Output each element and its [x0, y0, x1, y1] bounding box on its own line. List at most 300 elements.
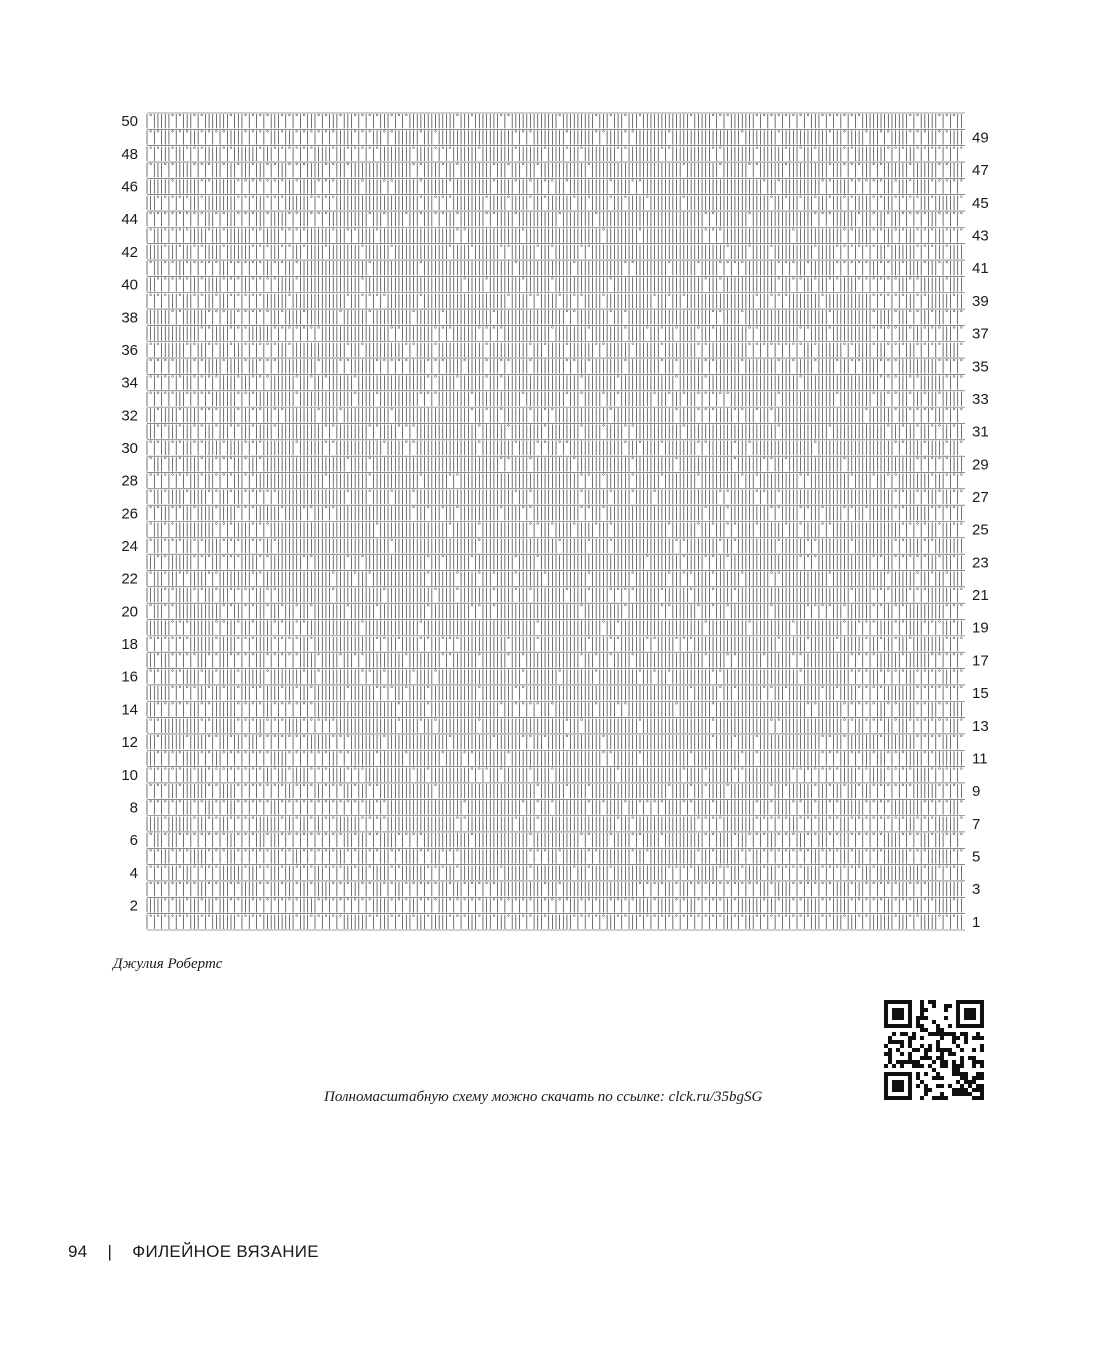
chain-stitch — [164, 359, 166, 361]
chain-stitch — [318, 212, 320, 214]
chain-stitch — [493, 212, 495, 214]
chain-stitch — [186, 474, 188, 476]
chain-stitch — [551, 327, 553, 329]
chain-stitch — [237, 392, 239, 394]
chain-stitch — [946, 245, 948, 247]
chain-stitch — [931, 327, 933, 329]
chain-stitch — [435, 147, 437, 149]
chain-stitch — [909, 392, 911, 394]
chain-stitch — [289, 343, 291, 345]
chain-stitch — [617, 392, 619, 394]
chain-stitch — [917, 457, 919, 459]
chain-stitch — [953, 310, 955, 312]
chain-stitch — [603, 228, 605, 230]
chain-stitch — [208, 343, 210, 345]
chain-stitch — [237, 425, 239, 427]
chain-stitch — [946, 163, 948, 165]
chain-stitch — [530, 179, 532, 181]
chain-stitch — [362, 294, 364, 296]
chain-stitch — [289, 327, 291, 329]
chain-stitch — [931, 196, 933, 198]
chain-stitch — [946, 359, 948, 361]
chain-stitch — [486, 408, 488, 410]
chain-stitch — [880, 261, 882, 263]
chain-stitch — [223, 212, 225, 214]
chain-stitch — [858, 359, 860, 361]
chain-stitch — [457, 212, 459, 214]
chain-stitch — [771, 196, 773, 198]
chain-stitch — [895, 327, 897, 329]
chain-stitch — [895, 228, 897, 230]
chain-stitch — [332, 163, 334, 165]
chain-stitch — [771, 294, 773, 296]
chain-stitch — [778, 294, 780, 296]
chain-stitch — [464, 228, 466, 230]
chain-stitch — [383, 130, 385, 132]
chain-stitch — [895, 359, 897, 361]
chain-stitch — [245, 343, 247, 345]
chain-stitch — [924, 228, 926, 230]
chain-stitch — [223, 163, 225, 165]
chain-stitch — [931, 343, 933, 345]
chain-stitch — [157, 343, 159, 345]
chain-stitch — [866, 261, 868, 263]
chain-stitch — [778, 359, 780, 361]
chain-stitch — [150, 474, 152, 476]
chain-stitch — [420, 130, 422, 132]
chain-stitch — [829, 310, 831, 312]
chain-stitch — [807, 114, 809, 116]
chain-stitch — [887, 392, 889, 394]
chain-stitch — [763, 457, 765, 459]
chain-stitch — [844, 130, 846, 132]
chain-stitch — [880, 294, 882, 296]
chain-stitch — [902, 147, 904, 149]
chain-stitch — [939, 425, 941, 427]
chain-stitch — [252, 376, 254, 378]
chain-stitch — [274, 261, 276, 263]
chain-stitch — [698, 261, 700, 263]
chain-stitch — [771, 114, 773, 116]
chain-stitch — [383, 294, 385, 296]
chain-stitch — [712, 228, 714, 230]
chain-stitch — [858, 163, 860, 165]
chain-stitch — [164, 376, 166, 378]
chain-stitch — [215, 376, 217, 378]
chain-stitch — [632, 425, 634, 427]
chain-stitch — [683, 392, 685, 394]
chain-stitch — [252, 343, 254, 345]
chain-stitch — [917, 245, 919, 247]
chain-stitch — [420, 196, 422, 198]
chain-stitch — [887, 212, 889, 214]
chain-stitch — [435, 343, 437, 345]
chain-stitch — [362, 147, 364, 149]
chain-stitch — [157, 425, 159, 427]
chain-stitch — [259, 114, 261, 116]
chain-stitch — [734, 261, 736, 263]
chain-stitch — [727, 261, 729, 263]
chain-stitch — [778, 392, 780, 394]
chain-stitch — [274, 278, 276, 280]
chain-stitch — [325, 163, 327, 165]
chain-stitch — [917, 310, 919, 312]
chain-stitch — [252, 310, 254, 312]
chain-stitch — [259, 278, 261, 280]
chain-stitch — [639, 228, 641, 230]
chain-stitch — [383, 212, 385, 214]
chain-stitch — [340, 359, 342, 361]
chain-stitch — [471, 392, 473, 394]
chain-stitch — [873, 343, 875, 345]
chain-stitch — [208, 179, 210, 181]
chain-stitch — [515, 130, 517, 132]
chain-stitch — [646, 327, 648, 329]
chain-stitch — [289, 212, 291, 214]
chain-stitch — [230, 294, 232, 296]
chain-stitch — [544, 408, 546, 410]
chain-stitch — [749, 212, 751, 214]
chain-stitch — [939, 327, 941, 329]
chain-stitch — [267, 212, 269, 214]
chain-stitch — [880, 130, 882, 132]
chain-stitch — [252, 408, 254, 410]
chain-stitch — [289, 294, 291, 296]
chain-stitch — [223, 245, 225, 247]
chain-stitch — [150, 212, 152, 214]
chain-stitch — [369, 147, 371, 149]
chain-stitch — [252, 130, 254, 132]
chain-stitch — [566, 441, 568, 443]
chain-stitch — [530, 457, 532, 459]
chain-stitch — [624, 310, 626, 312]
chain-stitch — [683, 425, 685, 427]
chain-stitch — [851, 343, 853, 345]
chain-stitch — [157, 294, 159, 296]
chain-stitch — [800, 278, 802, 280]
chain-stitch — [705, 212, 707, 214]
chain-stitch — [909, 327, 911, 329]
chain-stitch — [624, 196, 626, 198]
chain-stitch — [946, 310, 948, 312]
chain-stitch — [237, 179, 239, 181]
chain-stitch — [624, 147, 626, 149]
chain-stitch — [960, 212, 962, 214]
chain-stitch — [201, 376, 203, 378]
chain-stitch — [515, 441, 517, 443]
chain-stitch — [172, 163, 174, 165]
chain-stitch — [895, 278, 897, 280]
chain-stitch — [186, 212, 188, 214]
chain-stitch — [296, 376, 298, 378]
chain-stitch — [164, 196, 166, 198]
chain-stitch — [354, 392, 356, 394]
chain-stitch — [844, 228, 846, 230]
chain-stitch — [500, 408, 502, 410]
chain-stitch — [844, 261, 846, 263]
chain-stitch — [836, 245, 838, 247]
chain-stitch — [566, 130, 568, 132]
chain-stitch — [325, 245, 327, 247]
chain-stitch — [785, 114, 787, 116]
chain-stitch — [895, 294, 897, 296]
chain-stitch — [332, 130, 334, 132]
chain-stitch — [252, 179, 254, 181]
chain-stitch — [259, 310, 261, 312]
chain-stitch — [698, 392, 700, 394]
chain-stitch — [223, 278, 225, 280]
chain-stitch — [318, 196, 320, 198]
chain-stitch — [698, 327, 700, 329]
chain-stitch — [340, 114, 342, 116]
chain-stitch — [325, 212, 327, 214]
chain-stitch — [259, 179, 261, 181]
chain-stitch — [245, 310, 247, 312]
chain-stitch — [719, 147, 721, 149]
chain-stitch — [771, 245, 773, 247]
chain-stitch — [544, 179, 546, 181]
chain-stitch — [413, 441, 415, 443]
chain-stitch — [281, 310, 283, 312]
chain-stitch — [639, 179, 641, 181]
chain-stitch — [179, 245, 181, 247]
chain-stitch — [800, 196, 802, 198]
chain-stitch — [442, 196, 444, 198]
chain-stitch — [486, 212, 488, 214]
chain-stitch — [303, 163, 305, 165]
chain-stitch — [756, 147, 758, 149]
chain-stitch — [201, 245, 203, 247]
chain-stitch — [245, 179, 247, 181]
chain-stitch — [296, 261, 298, 263]
chain-stitch — [522, 228, 524, 230]
chain-stitch — [471, 408, 473, 410]
chain-stitch — [281, 196, 283, 198]
chain-stitch — [785, 343, 787, 345]
chain-stitch — [500, 457, 502, 459]
chain-stitch — [931, 425, 933, 427]
chain-stitch — [267, 114, 269, 116]
chain-stitch — [705, 408, 707, 410]
chain-stitch — [215, 212, 217, 214]
chain-stitch — [296, 147, 298, 149]
chain-stitch — [508, 359, 510, 361]
chain-stitch — [698, 343, 700, 345]
chain-stitch — [237, 261, 239, 263]
chain-stitch — [179, 130, 181, 132]
chain-stitch — [420, 392, 422, 394]
chain-stitch — [902, 196, 904, 198]
chain-stitch — [289, 114, 291, 116]
chain-stitch — [939, 457, 941, 459]
chain-stitch — [573, 359, 575, 361]
chain-stitch — [624, 327, 626, 329]
chain-stitch — [354, 147, 356, 149]
chain-stitch — [420, 163, 422, 165]
chain-stitch — [405, 359, 407, 361]
chain-stitch — [844, 245, 846, 247]
chain-stitch — [186, 196, 188, 198]
chain-stitch — [237, 408, 239, 410]
chain-stitch — [946, 130, 948, 132]
chain-stitch — [887, 425, 889, 427]
chain-stitch — [712, 114, 714, 116]
chain-stitch — [376, 392, 378, 394]
chain-stitch — [515, 212, 517, 214]
chain-stitch — [252, 425, 254, 427]
chain-stitch — [435, 196, 437, 198]
chain-stitch — [164, 278, 166, 280]
chain-stitch — [836, 261, 838, 263]
chain-stitch — [194, 261, 196, 263]
chain-stitch — [610, 310, 612, 312]
chain-stitch — [887, 327, 889, 329]
chain-stitch — [296, 163, 298, 165]
chain-stitch — [573, 196, 575, 198]
chain-stitch — [632, 179, 634, 181]
chain-stitch — [369, 425, 371, 427]
chain-stitch — [230, 327, 232, 329]
chain-stitch — [500, 376, 502, 378]
chain-stitch — [325, 179, 327, 181]
chain-stitch — [551, 278, 553, 280]
chain-stitch — [223, 310, 225, 312]
chain-stitch — [778, 130, 780, 132]
chain-stitch — [836, 278, 838, 280]
chain-stitch — [413, 343, 415, 345]
chain-stitch — [544, 343, 546, 345]
chain-stitch — [325, 376, 327, 378]
chain-stitch — [179, 457, 181, 459]
chain-stitch — [909, 408, 911, 410]
chain-stitch — [289, 147, 291, 149]
chain-stitch — [245, 212, 247, 214]
chain-stitch — [544, 425, 546, 427]
chain-stitch — [909, 130, 911, 132]
chain-stitch — [909, 196, 911, 198]
chain-stitch — [383, 359, 385, 361]
chain-stitch — [917, 212, 919, 214]
chain-stitch — [880, 179, 882, 181]
chain-stitch — [624, 441, 626, 443]
chain-stitch — [829, 425, 831, 427]
chain-stitch — [946, 408, 948, 410]
chain-stitch — [201, 278, 203, 280]
chain-stitch — [844, 196, 846, 198]
chain-stitch — [807, 327, 809, 329]
chain-stitch — [873, 179, 875, 181]
chain-stitch — [318, 359, 320, 361]
chain-stitch — [960, 179, 962, 181]
chain-stitch — [712, 392, 714, 394]
chain-stitch — [332, 425, 334, 427]
chain-stitch — [661, 359, 663, 361]
chain-stitch — [223, 441, 225, 443]
chain-stitch — [792, 114, 794, 116]
chain-stitch — [939, 343, 941, 345]
chain-stitch — [340, 408, 342, 410]
chain-stitch — [551, 245, 553, 247]
chain-stitch — [668, 392, 670, 394]
chain-stitch — [493, 310, 495, 312]
chain-stitch — [719, 261, 721, 263]
chain-stitch — [624, 261, 626, 263]
chain-stitch — [303, 114, 305, 116]
chain-stitch — [632, 457, 634, 459]
chain-stitch — [259, 343, 261, 345]
chain-stitch — [267, 310, 269, 312]
chain-stitch — [960, 441, 962, 443]
chain-stitch — [186, 130, 188, 132]
chain-stitch — [887, 130, 889, 132]
chain-stitch — [814, 343, 816, 345]
chain-stitch — [639, 114, 641, 116]
chain-stitch — [201, 457, 203, 459]
chain-stitch — [668, 261, 670, 263]
chain-stitch — [595, 343, 597, 345]
chain-stitch — [201, 179, 203, 181]
chain-stitch — [347, 457, 349, 459]
chain-stitch — [179, 474, 181, 476]
chain-stitch — [310, 147, 312, 149]
chain-stitch — [442, 147, 444, 149]
chain-stitch — [902, 261, 904, 263]
chain-stitch — [245, 327, 247, 329]
chain-stitch — [259, 228, 261, 230]
chain-stitch — [851, 196, 853, 198]
chain-stitch — [215, 261, 217, 263]
chain-stitch — [712, 212, 714, 214]
chain-stitch — [873, 310, 875, 312]
chain-stitch — [164, 457, 166, 459]
chain-stitch — [530, 196, 532, 198]
chain-stitch — [785, 147, 787, 149]
chain-stitch — [924, 147, 926, 149]
chain-stitch — [909, 114, 911, 116]
chain-stitch — [405, 425, 407, 427]
chain-stitch — [237, 196, 239, 198]
chain-stitch — [281, 130, 283, 132]
chain-stitch — [413, 163, 415, 165]
chain-stitch — [515, 147, 517, 149]
chain-stitch — [267, 278, 269, 280]
chain-stitch — [887, 376, 889, 378]
chain-stitch — [814, 147, 816, 149]
chain-stitch — [603, 425, 605, 427]
chain-stitch — [281, 179, 283, 181]
chain-stitch — [771, 408, 773, 410]
chain-stitch — [172, 196, 174, 198]
chain-stitch — [442, 359, 444, 361]
chain-stitch — [457, 114, 459, 116]
chain-stitch — [880, 376, 882, 378]
chain-stitch — [267, 130, 269, 132]
chain-stitch — [208, 130, 210, 132]
chain-stitch — [259, 147, 261, 149]
chain-stitch — [844, 163, 846, 165]
chain-stitch — [939, 212, 941, 214]
chain-stitch — [252, 441, 254, 443]
chain-stitch — [150, 441, 152, 443]
chain-stitch — [303, 147, 305, 149]
chain-stitch — [449, 147, 451, 149]
chain-stitch — [172, 474, 174, 476]
chain-stitch — [347, 147, 349, 149]
chain-stitch — [895, 408, 897, 410]
chain-stitch — [267, 359, 269, 361]
chain-stitch — [573, 310, 575, 312]
chain-stitch — [150, 163, 152, 165]
